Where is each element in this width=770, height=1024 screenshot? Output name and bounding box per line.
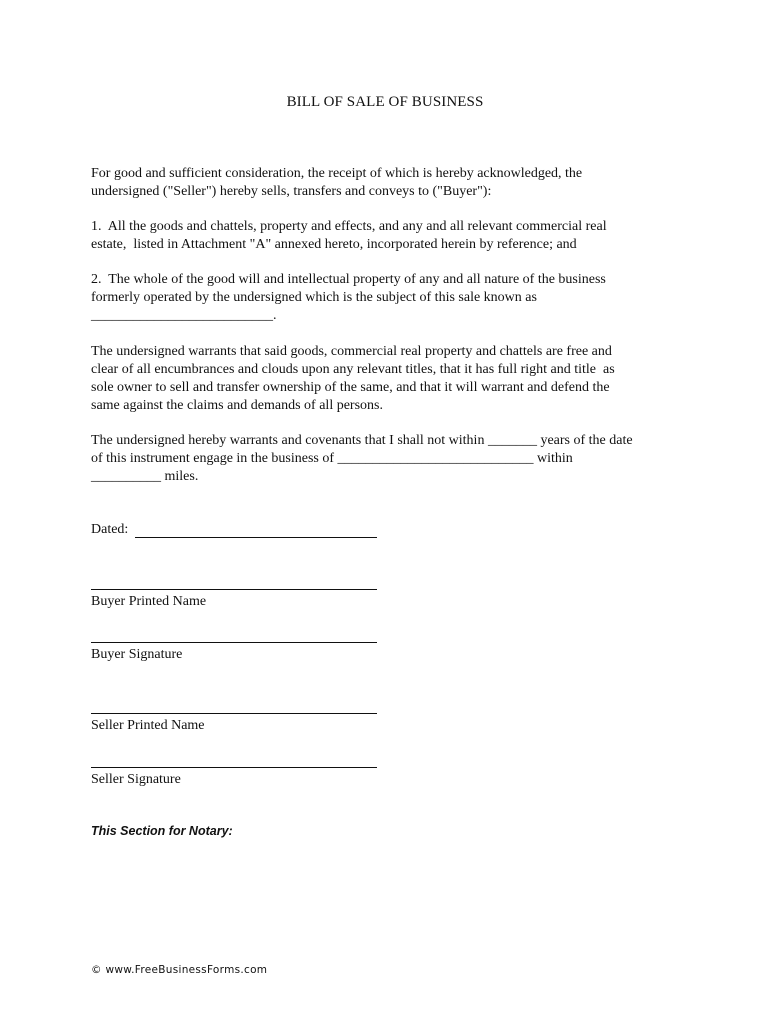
warranty-line: same against the claims and demands of all persons.	[91, 398, 383, 413]
clause-2-line: formerly operated by the undersigned which is the subject of this sale known as	[91, 290, 537, 305]
business-name-blank: __________________________.	[91, 308, 277, 323]
warranty-paragraph	[91, 343, 691, 415]
buyer-signature-line	[91, 642, 377, 643]
intro-line: undersigned ("Seller") hereby sells, transfers and conveys to ("Buyer"):	[91, 184, 492, 199]
clause-2-line: 2. The whole of the good will and intellectual property of any and all nature of the business	[91, 272, 606, 287]
seller-printed-name-line	[91, 713, 377, 714]
footer-copyright: © www.FreeBusinessForms.com	[91, 964, 268, 976]
clause-1-line: estate, listed in Attachment "A" annexed hereto, incorporated herein by reference; and	[91, 237, 577, 252]
buyer-printed-name-line	[91, 589, 377, 590]
seller-signature-line	[91, 767, 377, 768]
covenant-line: The undersigned hereby warrants and covenants that I shall not within _______ years of the date	[91, 433, 633, 448]
warranty-line: sole owner to sell and transfer ownership of the same, and that it will warrant and defend the	[91, 380, 610, 395]
buyer-signature-label: Buyer Signature	[91, 647, 183, 662]
covenant-paragraph	[91, 432, 691, 486]
covenant-line: __________ miles.	[91, 469, 199, 484]
warranty-line: clear of all encumbrances and clouds upon any relevant titles, that it has full right and title as	[91, 362, 615, 377]
dated-label: Dated:	[91, 522, 129, 537]
clause-2-paragraph	[91, 271, 691, 325]
covenant-line: of this instrument engage in the business of ____________________________ within	[91, 451, 573, 466]
clause-1-paragraph	[91, 218, 691, 254]
intro-paragraph	[91, 165, 691, 201]
document-title: BILL OF SALE OF BUSINESS	[286, 94, 484, 110]
notary-section-heading: This Section for Notary:	[91, 824, 233, 838]
intro-line: For good and sufficient consideration, the receipt of which is hereby acknowledged, the	[91, 166, 583, 181]
clause-1-line: 1. All the goods and chattels, property and effects, and any and all relevant commercial real	[91, 219, 607, 234]
dated-signature-line	[135, 537, 377, 538]
seller-signature-label: Seller Signature	[91, 772, 181, 787]
warranty-line: The undersigned warrants that said goods, commercial real property and chattels are free and	[91, 344, 612, 359]
seller-printed-name-label: Seller Printed Name	[91, 718, 205, 733]
buyer-printed-name-label: Buyer Printed Name	[91, 594, 207, 609]
